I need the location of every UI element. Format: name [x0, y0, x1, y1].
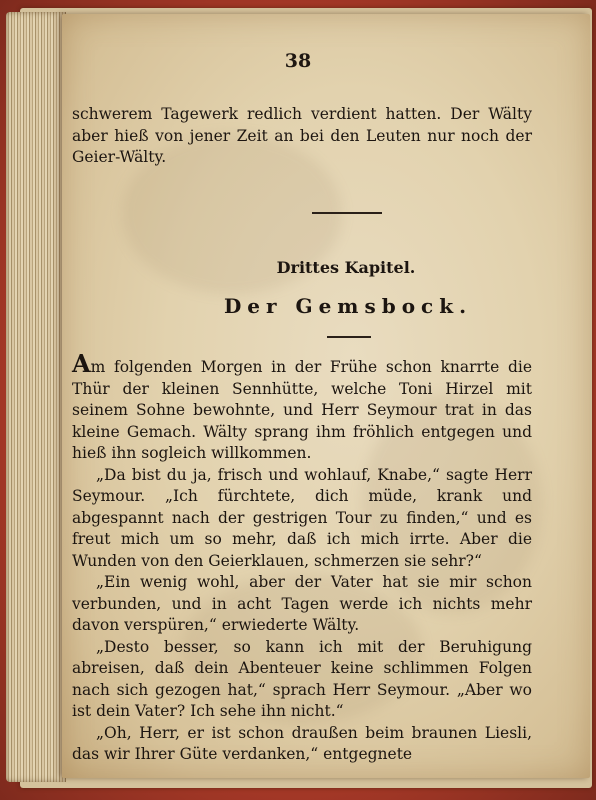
chapter-title: Der Gemsbock.	[223, 294, 473, 318]
body-paragraph: „Desto besser, so kann ich mit der Beruhigung abreisen, daß dein Abenteuer keine schlimmen Folgen nach sich gezogen hat,“ sprach Herr Seymour. „Aber wo ist dein Vater? Ich sehe ihn nicht.“	[72, 637, 532, 720]
page-edges	[6, 12, 66, 782]
paragraph-text: m folgenden Morgen in der Frühe schon knarrte die Thür der kleinen Sennhütte, welche Toni Hirzel mit seinem Sohne bewohnte, und Herr Seymour trat in das kleine Gemach. Wälty sprang ihm fröhlich entgegen und hieß ihn sogleich willkommen.	[72, 358, 532, 462]
drop-cap: A	[72, 349, 91, 378]
title-divider	[327, 336, 371, 338]
page-number: 38	[284, 50, 312, 72]
body-paragraph: „Oh, Herr, er ist schon draußen beim braunen Liesli, das wir Ihrer Güte verdanken,“ entgegnete	[72, 723, 532, 763]
body-paragraph: „Da bist du ja, frisch und wohlauf, Knabe,“ sagte Herr Seymour. „Ich fürchtete, dich müde, krank und abgespannt nach der gestrigen Tour zu finden,“ und es freut mich um so mehr, daß ich mich irrte. Aber die Wunden von den Geierklauen, schmerzen sie sehr?“	[72, 465, 532, 570]
body-paragraph: „Ein wenig wohl, aber der Vater hat sie mir schon verbunden, und in acht Tagen werde ich nichts mehr davon verspüren,“ erwiederte Wälty.	[72, 573, 532, 634]
body-paragraph	[72, 349, 532, 465]
chapter-body	[72, 349, 532, 766]
section-divider	[312, 212, 382, 214]
continuation-paragraph: schwerem Tagewerk redlich verdient hatten. Der Wälty aber hieß von jener Zeit an bei den Leuten nur noch der Geier-Wälty.	[72, 105, 532, 166]
chapter-label: Drittes Kapitel.	[276, 258, 416, 277]
